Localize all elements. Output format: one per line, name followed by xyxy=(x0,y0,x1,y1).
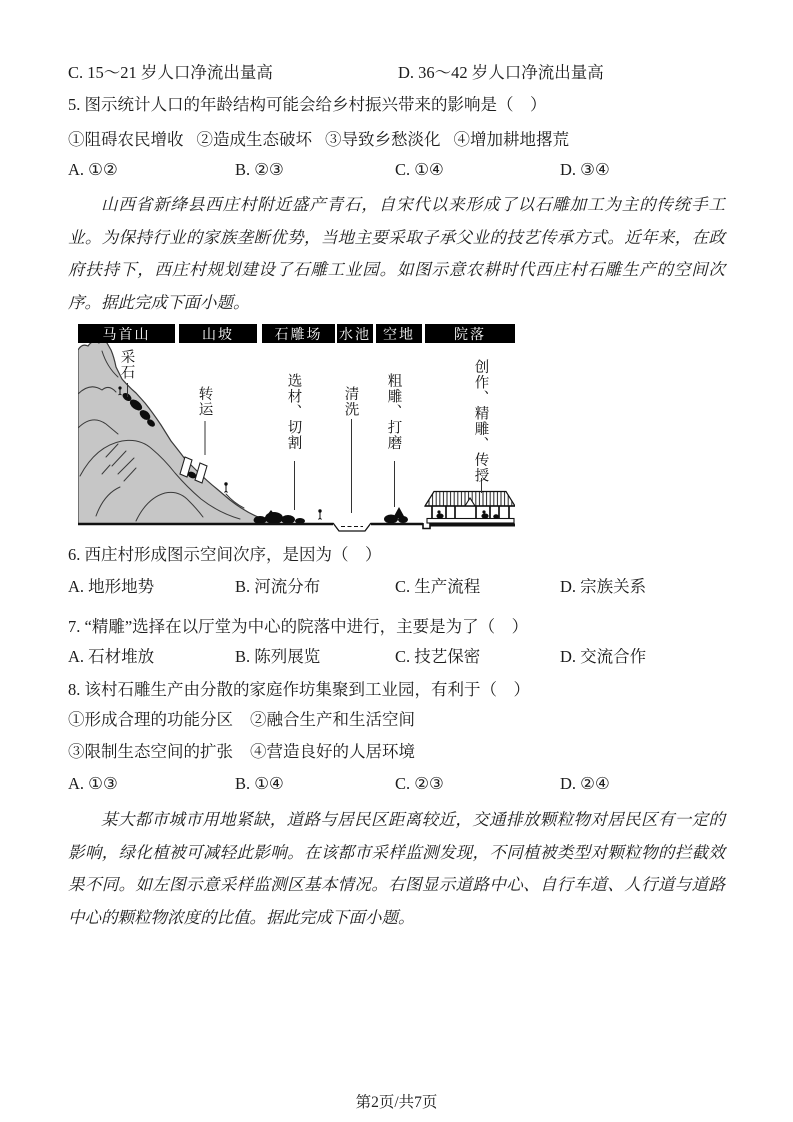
option-c: C. 15～21 岁人口净流出量高 xyxy=(68,63,273,82)
q7-option-d: D. 交流合作 xyxy=(560,647,647,666)
passage-metropolis-particles: 某大都市城市用地紧缺，道路与居民区距离较近，交通排放颗粒物对居民区有一定的影响，绿化植被可减轻此影响。在该都市采样监测发现，不同植被类型对颗粒物的拦截效果不同。如左图示意采样监测区基本情况。右图显示道路中心、自行车道、人行道与道路中心的颗粒物浓度的比值。据此完成下面小题。 xyxy=(68,810,725,927)
q5-item-2: ②造成生态破坏 xyxy=(196,130,312,149)
q7-option-c: C. 技艺保密 xyxy=(395,647,481,666)
worker-figure-slope xyxy=(224,482,227,492)
zone-label-shidiaochang: 石雕场 xyxy=(262,324,335,343)
water-pool xyxy=(333,523,371,531)
process-label-zhuanyun: 转运 xyxy=(196,386,213,417)
process-label-xuancai-qiege: 选材、切割 xyxy=(285,373,302,451)
process-label-chuangzuo-jingdiao-chuanshou: 创作、精雕、传授 xyxy=(472,359,489,483)
q5-stem: 5. 图示统计人口的年龄结构可能会给乡村振兴带来的影响是（ ） xyxy=(68,95,547,114)
page-number: 第2页/共7页 xyxy=(355,1094,438,1111)
openground-piles xyxy=(384,507,408,524)
zone-label-shanpo: 山坡 xyxy=(179,324,257,343)
zone-label-yuanluo: 院落 xyxy=(425,324,515,343)
q8-options xyxy=(68,773,725,795)
q5-options xyxy=(68,159,725,181)
q6-option-b: B. 河流分布 xyxy=(235,577,321,596)
q7-option-b: B. 陈列展览 xyxy=(235,647,321,666)
q5-item-4: ④增加耕地撂荒 xyxy=(453,130,569,149)
zone-label-shuichi: 水池 xyxy=(337,324,373,343)
q8-stem: 8. 该村石雕生产由分散的家庭作坊集聚到工业园，有利于（ ） xyxy=(68,680,530,699)
q8-items-row2 xyxy=(68,741,725,763)
q7-options xyxy=(68,646,725,668)
q5-option-c: C. ①④ xyxy=(395,160,444,179)
q5-item-3: ③导致乡愁淡化 xyxy=(325,130,441,149)
q8-item-3: ③限制生态空间的扩张 xyxy=(68,742,233,761)
q8-items-row1 xyxy=(68,709,725,731)
q5-items xyxy=(68,129,725,151)
process-label-cudiao-damo: 粗雕、打磨 xyxy=(385,373,402,451)
stoneyard-piles xyxy=(254,510,306,524)
q8-item-2: ②融合生产和生活空间 xyxy=(250,710,415,729)
q8-option-c: C. ②③ xyxy=(395,774,444,793)
option-d: D. 36～42 岁人口净流出量高 xyxy=(398,63,604,82)
q5-item-1: ①阻碍农民增收 xyxy=(68,130,184,149)
q6-option-d: D. 宗族关系 xyxy=(560,577,647,596)
q7-option-a: A. 石材堆放 xyxy=(68,647,155,666)
passage-stone-carving: 山西省新绛县西庄村附近盛产青石，自宋代以来形成了以石雕加工为主的传统手工业。为保持行业的家族垄断优势，当地主要采取子承父业的技艺传承方式。近年来，在政府扶持下，西庄村规划建设了石雕工业园。如图示意农耕时代西庄村石雕生产的空间次序。据此完成下面小题。 xyxy=(68,195,725,312)
q6-option-a: A. 地形地势 xyxy=(68,577,155,596)
stone-carving-spatial-diagram xyxy=(78,324,515,532)
q6-stem: 6. 西庄村形成图示空间次序，是因为（ ） xyxy=(68,545,382,564)
q5-option-d: D. ③④ xyxy=(560,160,610,179)
carryover-options-row xyxy=(68,62,725,84)
q6-options xyxy=(68,576,725,598)
process-label-qingxi: 清洗 xyxy=(342,386,359,417)
q8-option-b: B. ①④ xyxy=(235,774,284,793)
q8-item-4: ④营造良好的人居环境 xyxy=(250,742,415,761)
process-label-caishi: 采石 xyxy=(118,349,135,380)
q8-item-1: ①形成合理的功能分区 xyxy=(68,710,233,729)
q5-option-b: B. ②③ xyxy=(235,160,284,179)
q8-option-d: D. ②④ xyxy=(560,774,610,793)
q5-option-a: A. ①② xyxy=(68,160,118,179)
zone-label-kongdi: 空地 xyxy=(376,324,422,343)
zone-label-mashoushan: 马首山 xyxy=(78,324,175,343)
worker-figure-stoneyard xyxy=(318,509,321,519)
q7-stem: 7. “精雕”选择在以厅堂为中心的院落中进行，主要是为了（ ） xyxy=(68,617,529,636)
courtyard-building xyxy=(425,492,515,524)
q6-option-c: C. 生产流程 xyxy=(395,577,481,596)
q8-option-a: A. ①③ xyxy=(68,774,118,793)
